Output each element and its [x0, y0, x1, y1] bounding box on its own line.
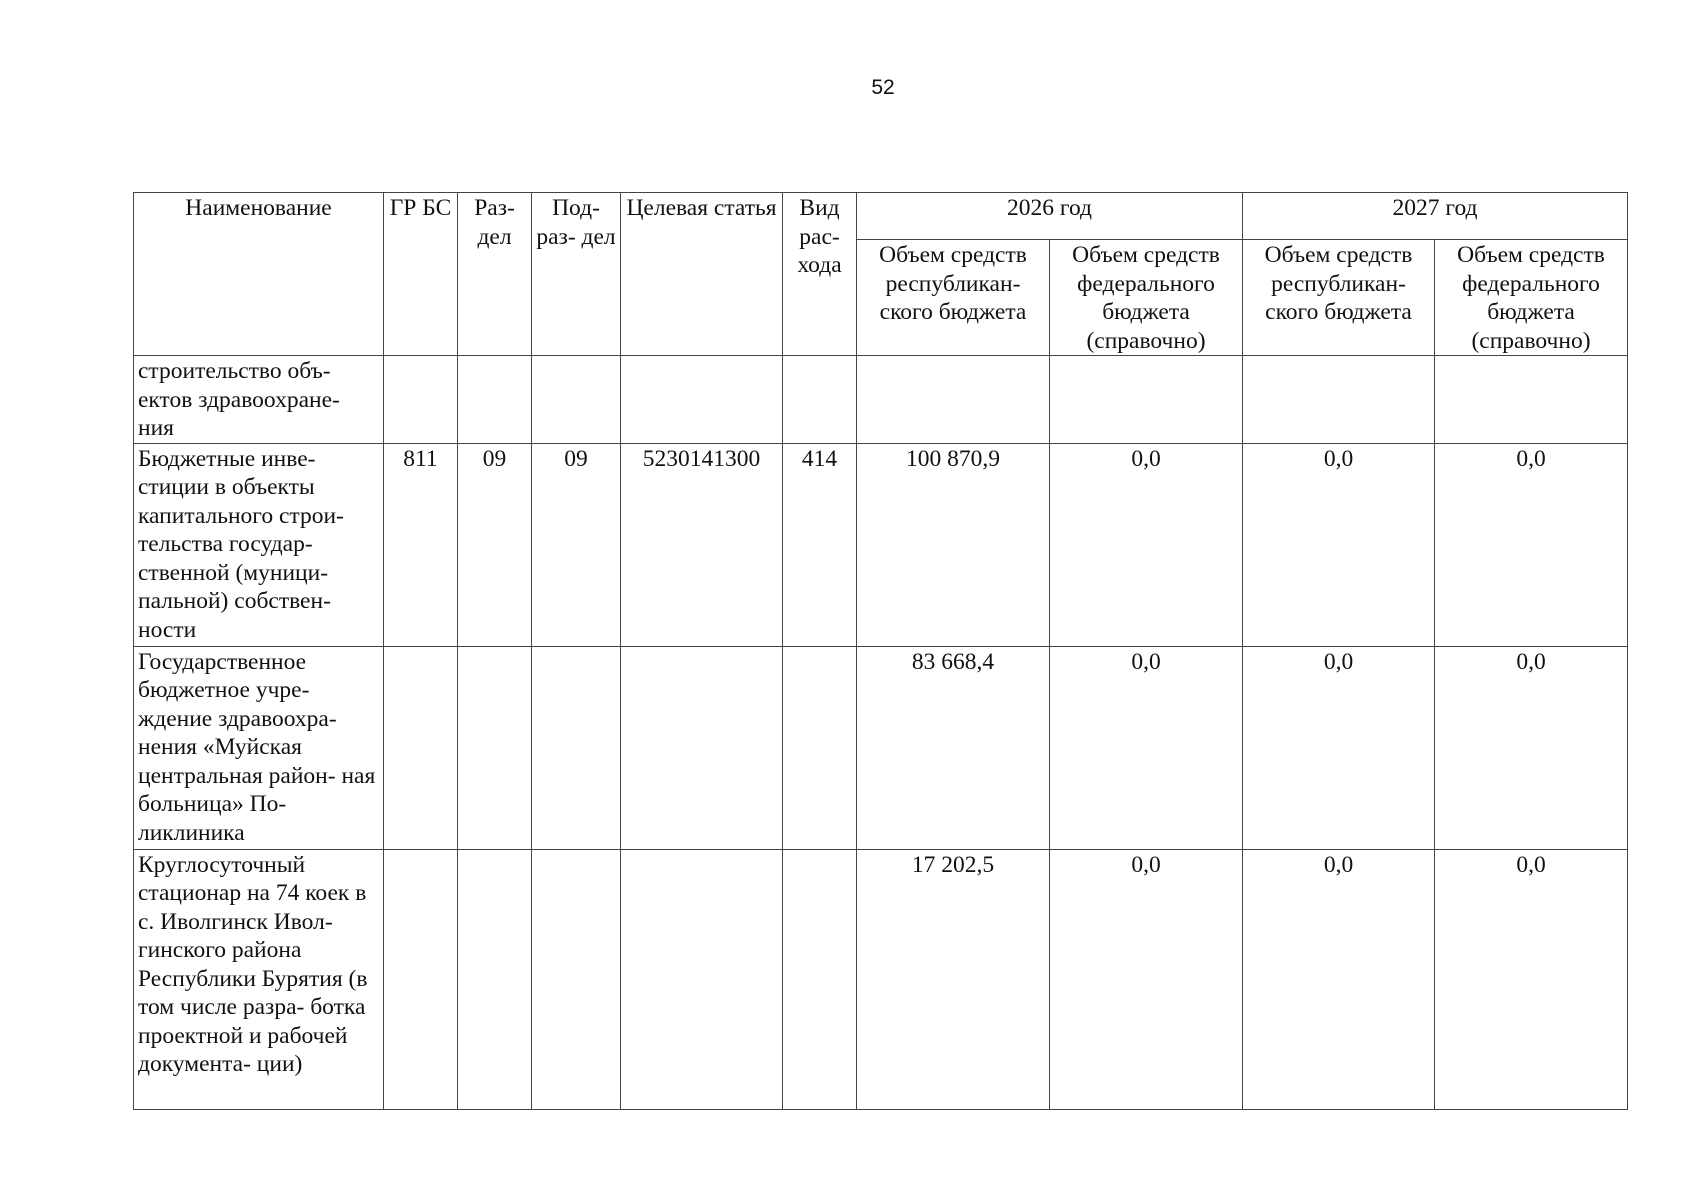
row-expense-type	[783, 646, 857, 849]
row-podrazdel	[532, 356, 621, 444]
header-podrazdel: Под- раз- дел	[532, 193, 621, 356]
row-republican-2027: 0,0	[1243, 646, 1435, 849]
header-grbs: ГР БС	[384, 193, 458, 356]
header-year-2027: 2027 год	[1243, 193, 1628, 240]
row-grbs	[384, 849, 458, 1109]
row-podrazdel	[532, 849, 621, 1109]
table-row	[134, 849, 1628, 1109]
row-federal-2026: 0,0	[1050, 849, 1243, 1109]
row-target-article	[621, 646, 783, 849]
table-row	[134, 646, 1628, 849]
budget-table	[133, 192, 1628, 1110]
header-name: Наименование	[134, 193, 384, 356]
row-republican-2027: 0,0	[1243, 849, 1435, 1109]
row-republican-2027: 0,0	[1243, 443, 1435, 646]
row-republican-2027	[1243, 356, 1435, 444]
row-republican-2026: 17 202,5	[857, 849, 1050, 1109]
row-expense-type	[783, 356, 857, 444]
row-target-article: 5230141300	[621, 443, 783, 646]
row-grbs	[384, 356, 458, 444]
row-federal-2027	[1435, 356, 1628, 444]
header-target-article: Целевая статья	[621, 193, 783, 356]
row-podrazdel	[532, 646, 621, 849]
header-republican-2026: Объем средств республикан- ского бюджета	[857, 240, 1050, 356]
row-republican-2026	[857, 356, 1050, 444]
row-federal-2026: 0,0	[1050, 646, 1243, 849]
row-razdel	[458, 646, 532, 849]
row-republican-2026: 100 870,9	[857, 443, 1050, 646]
header-razdel: Раз- дел	[458, 193, 532, 356]
header-expense-type: Вид рас- хода	[783, 193, 857, 356]
row-podrazdel: 09	[532, 443, 621, 646]
table-row	[134, 356, 1628, 444]
row-federal-2026: 0,0	[1050, 443, 1243, 646]
row-razdel: 09	[458, 443, 532, 646]
header-federal-2027: Объем средств федерального бюджета (справочно)	[1435, 240, 1628, 356]
row-expense-type: 414	[783, 443, 857, 646]
row-target-article	[621, 356, 783, 444]
row-name: строительство объ- ектов здравоохране- ния	[134, 356, 384, 444]
header-year-2026: 2026 год	[857, 193, 1243, 240]
row-razdel	[458, 849, 532, 1109]
row-grbs: 811	[384, 443, 458, 646]
row-federal-2026	[1050, 356, 1243, 444]
row-federal-2027: 0,0	[1435, 646, 1628, 849]
row-grbs	[384, 646, 458, 849]
header-federal-2026: Объем средств федерального бюджета (справочно)	[1050, 240, 1243, 356]
row-name: Круглосуточный стационар на 74 коек в с. Иволгинск Ивол- гинского района Республики Бурятия (в том числе разра- ботка проектной и рабочей документа- ции)	[134, 849, 384, 1109]
header-row-top	[134, 193, 1628, 240]
row-razdel	[458, 356, 532, 444]
row-federal-2027: 0,0	[1435, 443, 1628, 646]
header-republican-2027: Объем средств республикан- ского бюджета	[1243, 240, 1435, 356]
row-target-article	[621, 849, 783, 1109]
row-name: Государственное бюджетное учре- ждение здравоохра- нения «Муйская центральная район- ная больница» По- ликлиника	[134, 646, 384, 849]
page-number: 52	[871, 76, 895, 99]
row-expense-type	[783, 849, 857, 1109]
row-republican-2026: 83 668,4	[857, 646, 1050, 849]
row-federal-2027: 0,0	[1435, 849, 1628, 1109]
table-row	[134, 443, 1628, 646]
row-name: Бюджетные инве- стиции в объекты капитального строи- тельства государ- ственной (муници- пальной) собствен- ности	[134, 443, 384, 646]
